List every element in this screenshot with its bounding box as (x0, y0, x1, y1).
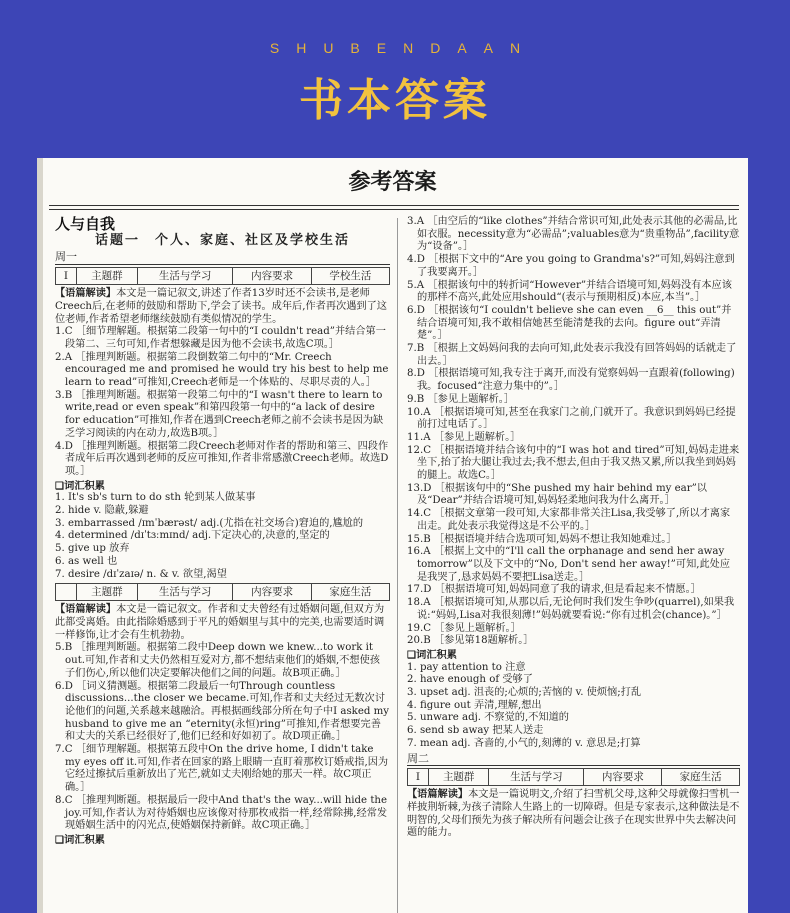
answer-item: 8.C ［推理判断题。根据最后一段中And that's the way...will hide the joy.可知,作者认为对待婚姻也应该像对待那枚戒指一样,经常除拂,经常发现婚姻生活中的闪光点,使婚姻保持新鲜。故C项正确。］ (55, 794, 388, 832)
passage-guide (55, 287, 390, 326)
title-rule-2 (49, 209, 739, 210)
answer-item: 5.A ［根据该句中的转折词“However”并结合语境可知,妈妈没有本应该的那样不高兴,此处应用should“(表示与预期相反)本应,本当”。］ (407, 279, 732, 304)
vocab-item: 3. upset adj. 沮丧的;心烦的;苦恼的 v. 使烦恼;打乱 (407, 687, 642, 699)
table-cell: 主题群 (77, 268, 138, 285)
vocab-item: 4. determined /dɪˈtɜːmɪnd/ adj.下定决心的,决意的,坚定的 (55, 530, 330, 542)
answer-item: 6.D ［根据该句“I couldn't believe she can even __6__ this out”并结合语境可知,我不敢相信她甚至能清楚我的去向。figure out“弄清楚”。］ (407, 304, 732, 342)
theme-table (407, 768, 740, 786)
vocab-item: 2. hide v. 隐蔽,躲避 (55, 505, 149, 517)
vocab-item: 1. It's sb's turn to do sth 轮到某人做某事 (55, 492, 256, 504)
answer-item: 11.A ［参见上题解析。］ (407, 431, 521, 443)
answer-item: 9.B ［参见上题解析。］ (407, 393, 515, 405)
answer-item: 18.A ［根据语境可知,从那以后,无论何时我们发生争吵(quarrel),如果我说:“妈妈,Lisa对我很刻薄!”妈妈就要看说:“你有过机会(chance)。”］ (407, 597, 735, 621)
column-divider (397, 218, 398, 913)
vocab-heading: ❑词汇积累 (55, 479, 105, 492)
answer-item: 3.A ［由空后的“like clothes”并结合常识可知,此处表示其他的必需品,比如衣服。necessity意为“必需品”;valuables意为“贵重物品”,facility意为“设备”。］ (407, 216, 740, 253)
answer-item: 8.D ［根据语境可知,我专注于离开,而没有觉察妈妈一直跟着(following)我。focused“注意力集中的”。］ (407, 368, 735, 393)
guide-body: 本文是一篇记叙文。作者和丈夫曾经有过婚姻问题,但双方为此都受离婚。由此指除婚感到于平凡的婚姻里与其中的完美,也需要适时调一样修饰,让才会有生机勃勃。 (55, 604, 385, 641)
answer-item: 5.B ［推理判断题。根据第二段中Deep down we knew...to work it out.可知,作者和丈夫仍然相互爱对方,都不想结束他们的婚姻,不想使孩子们伤心,所以他们决定要解决他们之间的问题。故B项正确。］ (55, 642, 380, 679)
guide-head: 【语篇解读】 (55, 287, 117, 300)
vocab-item: 3. embarrassed /ɪmˈbærəst/ adj.(尤指在社交场合)窘迫的,尴尬的 (55, 517, 364, 529)
vocab-item: 7. mean adj. 吝啬的,小气的,刻薄的 v. 意思是;打算 (407, 737, 641, 749)
vocab-item: 7. desire /dɪˈzaɪə/ n. & v. 欲望,渴望 (55, 568, 227, 580)
answer-item: 10.A ［根据语境可知,甚至在我家门之前,门就开了。我意识到妈妈已经提前打过电话了。］ (407, 406, 736, 431)
table-cell: 主题群 (77, 584, 138, 601)
answer-item: 3.B ［推理判断题。根据第一段第二句中的“I wasn't there to learn to write,read or even speak”和第四段第一句中的“a lack of desire for education”可推知,作者在遇到Creech老师之前不会读书是因为缺乏学习阅读的内在动力,故选B项。］ (55, 389, 384, 439)
table-cell: 生活与学习 (137, 268, 233, 285)
vocab-item: 4. figure out 弄清,理解,想出 (407, 699, 542, 711)
table-cell: 生活与学习 (137, 584, 233, 601)
answer-page (37, 158, 748, 913)
table-cell: 家庭生活 (662, 769, 740, 786)
vocab-item: 5. give up 放弃 (55, 543, 130, 555)
guide-body: 本文是一篇说明文,介绍了扫雪机父母,这种父母就像扫雪机一样披荆斩棘,为孩子清除人生路上的一切障碍。但是专家表示,这种做法是不明智的,父母们预先为孩子解决所有问题会让孩子在现实世界中失去解决问题的能力。 (407, 789, 740, 839)
table-cell: 家庭生活 (311, 584, 389, 601)
table-cell: 生活与学习 (489, 769, 584, 786)
answer-item: 15.B ［根据语境并结合选项可知,妈妈不想让我知她难过。］ (407, 533, 677, 545)
table-cell: 内容要求 (233, 584, 311, 601)
page-title: 参考答案 (348, 169, 437, 195)
answer-item: 2.A ［推理判断题。根据第二段倒数第二句中的“Mr. Creech encouraged me and promised he would try his best to help me learn to read”可推知,Creech老师是一个体贴的、尽职尽责的人。］ (55, 351, 389, 389)
vocab-item: 6. send sb away 把某人送走 (407, 725, 544, 737)
guide-body: 本文是一篇记叙文,讲述了作者13岁时还不会读书,是老师Creech后,在老师的鼓励和帮助下,学会了读书。成年后,作者再次遇到了这位老师,作者希望老师继续鼓励有类似情况的学生。 (55, 288, 387, 325)
week-label: 周二 (407, 753, 740, 767)
table-cell: 主题群 (429, 769, 489, 786)
vocab-heading: ❑词汇积累 (407, 648, 457, 661)
topic-title: 话题一 个人、家庭、社区及学校生活 (94, 232, 350, 248)
brand-title: 书本答案 (299, 75, 491, 126)
answer-item: 16.A ［根据上文中的“I'll call the orphanage and send her away tomorrow”以及下文中的“No, Don't send her away!”可知,此处应是我哭了,恳求妈妈不要把Lisa送走。］ (407, 546, 731, 583)
week-label: 周一 (55, 251, 390, 265)
guide-head: 【语篇解读】 (407, 788, 469, 801)
theme-table (55, 267, 390, 285)
answer-item: 19.C ［参见上题解析。］ (407, 622, 521, 634)
answer-item: 4.D ［推理判断题。根据第二段Creech老师对作者的帮助和第三、四段作者成年后再次遇到老师的反应可推知,作者非常感激Creech老师。故选D项。］ (55, 440, 389, 477)
left-column (55, 216, 390, 847)
answer-item: 14.C ［根据文章第一段可知,大家都非常关注Lisa,我受够了,所以才离家出走。此处表示我觉得这是不公平的。］ (407, 508, 731, 532)
answer-item: 7.B ［根据上文妈妈问我的去向可知,此处表示我没有回答妈妈的话就走了出去。］ (407, 343, 737, 367)
answer-item: 20.B ［参见第18题解析。］ (407, 635, 534, 647)
table-cell (56, 584, 77, 601)
answer-item: 1.C ［细节理解题。根据第二段第一句中的“I couldn't read”并结合第一段第二、三句可知,作者想躲藏是因为他不会读书,故选C项。］ (55, 326, 386, 350)
vocab-item: 5. unware adj. 不察觉的,不知道的 (407, 712, 569, 724)
vocab-heading: ❑词汇积累 (55, 833, 105, 846)
section-title: 人与自我 (55, 215, 116, 233)
vocab-item: 1. pay attention to 注意 (407, 661, 526, 673)
answer-item: 4.D ［根据下文中的“Are you going to Grandma's?”可知,妈妈注意到了我要离开。］ (407, 254, 735, 278)
page-edge (37, 158, 43, 913)
answer-item: 13.D ［根据该句中的“She pushed my hair behind my ear”以及“Dear”并结合语境可知,妈妈轻柔地问我为什么离开。］ (407, 482, 707, 507)
guide-head: 【语篇解读】 (55, 603, 117, 616)
right-column (407, 216, 740, 840)
brand-sub: SHUBENDAAN (269, 40, 538, 56)
answer-item: 17.D ［根据语境可知,妈妈同意了我的请求,但是看起来不情愿。］ (407, 584, 701, 596)
table-cell: 内容要求 (584, 769, 662, 786)
theme-table (55, 583, 390, 601)
passage-guide (55, 603, 390, 642)
vocab-item: 6. as well 也 (55, 555, 118, 567)
passage-guide (407, 788, 740, 840)
answer-item: 12.C ［根据语境并结合该句中的“I was hot and tired”可知,妈妈走进来坐下,抬了抬大腿让我过去;我不想去,但由于我又热又累,所以我坐到妈妈的腿上。故选C。］ (407, 444, 740, 482)
table-cell: I (56, 268, 77, 285)
title-rule (49, 205, 739, 206)
table-cell: 学校生活 (311, 268, 389, 285)
table-cell: I (408, 769, 429, 786)
answer-item: 6.D ［词义猜测题。根据第二段最后一句Through countless discussions...the closer we became.可知,作者和丈夫经过无数次讨论他们的问题,关系越来越融洽。再根据画线部分所在句子中I asked my husband to give me an “eternity(永恒)ring”可推知,作者想要完善和丈夫的关系已经很好了,他们已经和好如初了。故D项正确。］ (55, 680, 390, 743)
vocab-item: 2. have enough of 受够了 (407, 674, 533, 686)
table-cell: 内容要求 (233, 268, 311, 285)
answer-item: 7.C ［细节理解题。根据第五段中On the drive home, I didn't take my eyes off it.可知,作者在回家的路上眼睛一直盯着那枚订婚戒指,因为它经过擦拭后重新放出了光芒,就如丈夫刚给她的那天一样。故C项正确。］ (55, 744, 389, 794)
